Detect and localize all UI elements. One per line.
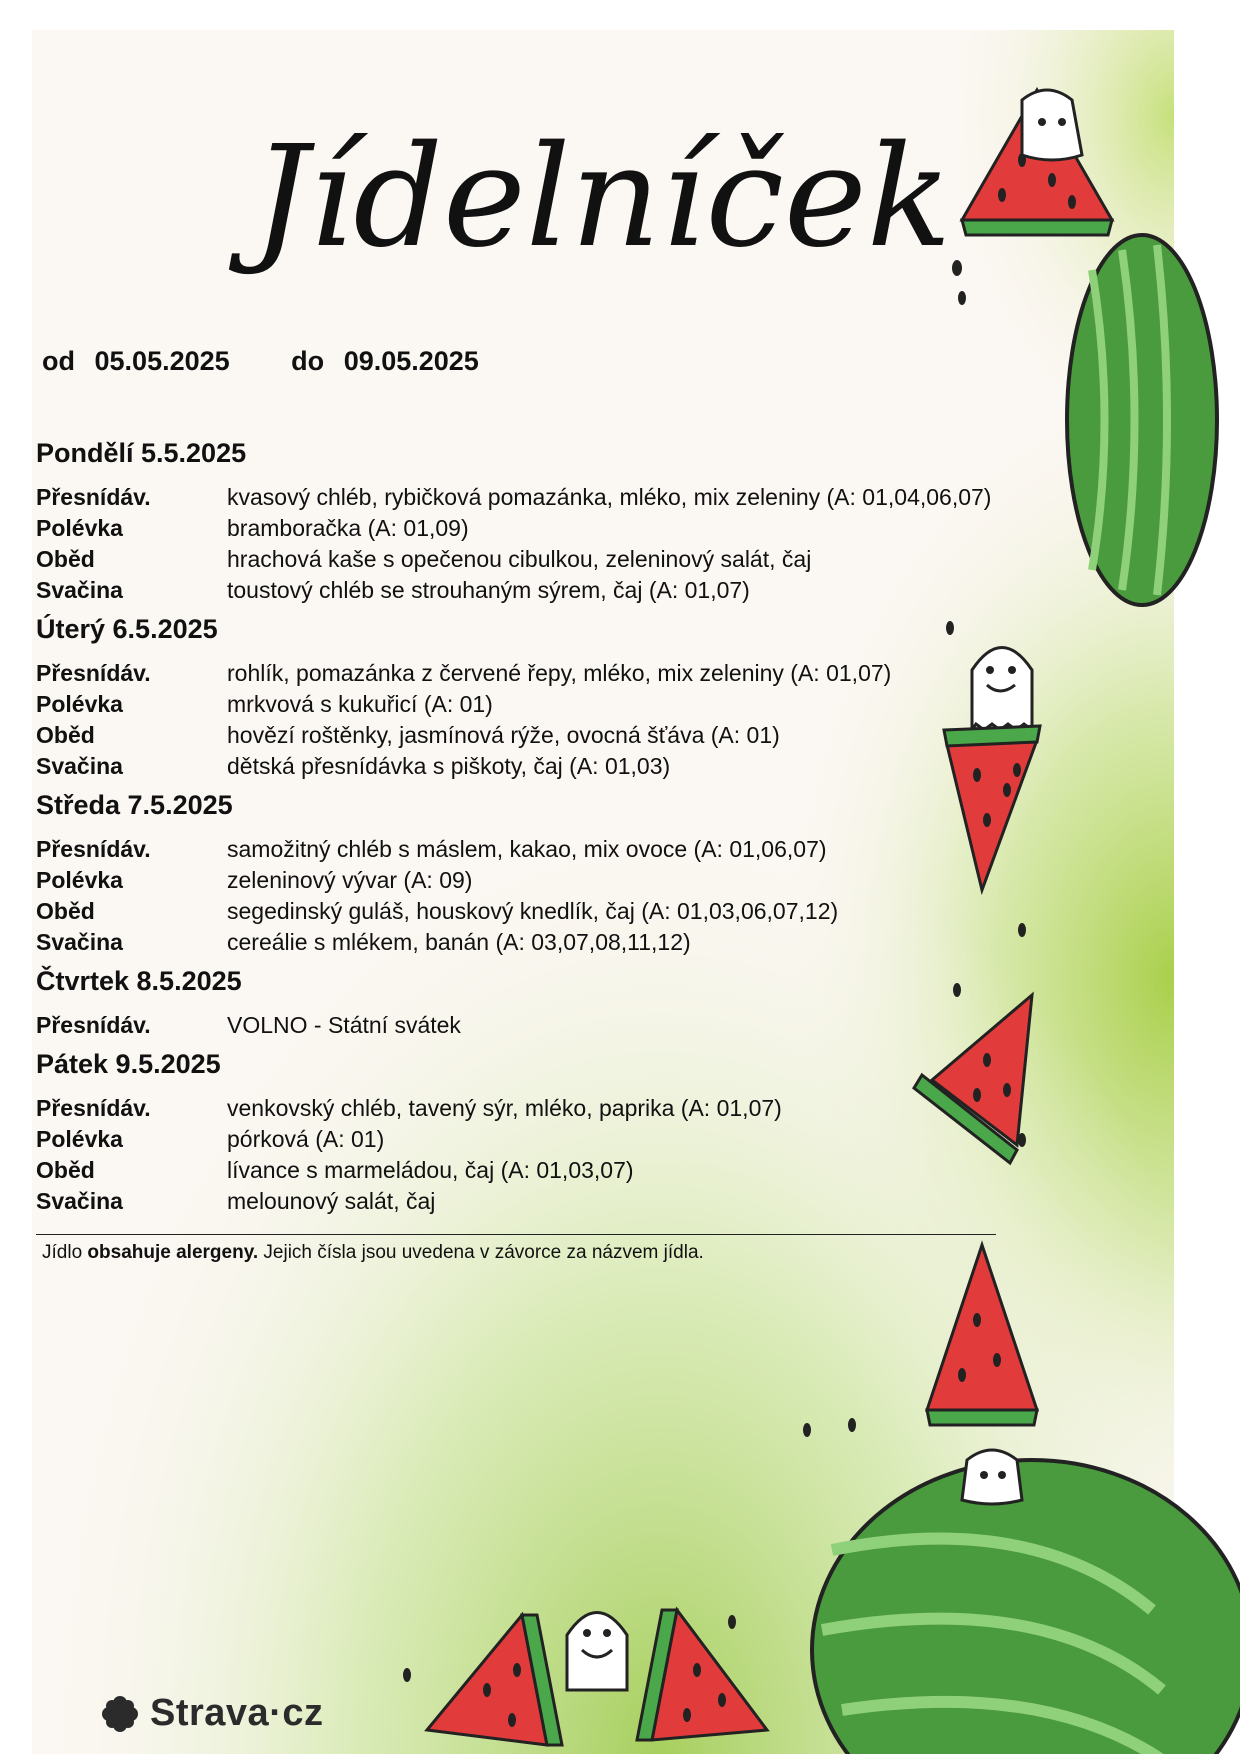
day-title: Úterý 6.5.2025 <box>36 614 218 644</box>
meal-row <box>36 834 1046 865</box>
meal-type: Přesnídáv. <box>36 660 151 686</box>
meal-type: Polévka <box>36 1126 123 1152</box>
meal-dish: hovězí roštěnky, jasmínová rýže, ovocná šťáva (A: 01) <box>227 722 780 748</box>
meal-row <box>36 575 1046 606</box>
meal-dish: rohlík, pomazánka z červené řepy, mléko, mix zeleniny (A: 01,07) <box>227 660 892 686</box>
day-title: Středa 7.5.2025 <box>36 790 233 820</box>
meal-type: Svačina <box>36 577 123 603</box>
meal-type: Přesnídáv. <box>36 1012 151 1038</box>
meal-row <box>36 896 1046 927</box>
meal-row <box>36 1093 1046 1124</box>
logo-text: Strava·cz <box>150 1692 324 1734</box>
strava-logo <box>100 1692 323 1735</box>
meal-type: Přesnídáv. <box>36 836 151 862</box>
meal-type: Oběd <box>36 898 95 924</box>
meal-type: Oběd <box>36 546 95 572</box>
day-title: Pondělí 5.5.2025 <box>36 438 247 468</box>
meal-row <box>36 658 1046 689</box>
meal-row <box>36 1124 1046 1155</box>
date-range <box>42 346 479 377</box>
meal-row <box>36 1186 1046 1217</box>
meal-type: Přesnídáv. <box>36 484 151 510</box>
page-title <box>252 70 952 330</box>
day-title: Čtvrtek 8.5.2025 <box>36 966 242 996</box>
meal-dish: segedinský guláš, houskový knedlík, čaj (A: 01,03,06,07,12) <box>227 898 839 924</box>
to-label: do <box>291 346 325 376</box>
title-text: Jídelníček <box>252 116 952 279</box>
meal-type: Polévka <box>36 515 123 541</box>
meal-type: Svačina <box>36 753 123 779</box>
day-title: Pátek 9.5.2025 <box>36 1049 221 1079</box>
meal-dish: VOLNO - Státní svátek <box>227 1012 461 1038</box>
meal-dish: toustový chléb se strouhaným sýrem, čaj (A: 01,07) <box>227 577 750 603</box>
to-date: 09.05.2025 <box>343 346 479 376</box>
meal-dish: cereálie s mlékem, banán (A: 03,07,08,11,12) <box>227 929 691 955</box>
meal-dish: samožitný chléb s máslem, kakao, mix ovoce (A: 01,06,07) <box>227 836 827 862</box>
note-suffix: Jejich čísla jsou uvedena v závorce za názvem jídla. <box>263 1242 704 1263</box>
meal-row <box>36 1155 1046 1186</box>
meal-row <box>36 689 1046 720</box>
from-label: od <box>42 346 75 376</box>
divider <box>36 1234 996 1235</box>
meal-dish: venkovský chléb, tavený sýr, mléko, paprika (A: 01,07) <box>227 1095 782 1121</box>
meal-row <box>36 865 1046 896</box>
meal-dish: dětská přesnídávka s piškoty, čaj (A: 01,03) <box>227 753 671 779</box>
menu-sheet <box>32 30 1174 1754</box>
meal-row <box>36 482 1046 513</box>
meal-type: Svačina <box>36 1188 123 1214</box>
note-bold: obsahuje alergeny. <box>87 1242 259 1263</box>
meal-type: Přesnídáv. <box>36 1095 151 1121</box>
meal-row <box>36 513 1046 544</box>
meal-dish: kvasový chléb, rybičková pomazánka, mléko, mix zeleniny (A: 01,04,06,07) <box>227 484 992 510</box>
meal-type: Polévka <box>36 691 123 717</box>
handwritten-title <box>252 70 952 330</box>
meal-type: Polévka <box>36 867 123 893</box>
day-section <box>36 436 1046 606</box>
meal-row <box>36 751 1046 782</box>
meal-dish: zeleninový vývar (A: 09) <box>227 867 473 893</box>
meal-row <box>36 927 1046 958</box>
meal-type: Oběd <box>36 722 95 748</box>
meal-row <box>36 720 1046 751</box>
from-date: 05.05.2025 <box>94 346 230 376</box>
meal-row <box>36 544 1046 575</box>
day-section <box>36 1047 1046 1217</box>
day-section <box>36 964 1046 1041</box>
allergen-note <box>42 1242 704 1264</box>
day-section <box>36 612 1046 782</box>
meal-type: Oběd <box>36 1157 95 1183</box>
meal-dish: melounový salát, čaj <box>227 1188 436 1214</box>
meal-dish: lívance s marmeládou, čaj (A: 01,03,07) <box>227 1157 634 1183</box>
menu-list <box>36 436 1046 1223</box>
day-section <box>36 788 1046 958</box>
meal-dish: bramboračka (A: 01,09) <box>227 515 469 541</box>
note-prefix: Jídlo <box>42 1242 83 1263</box>
meal-dish: mrkvová s kukuřicí (A: 01) <box>227 691 493 717</box>
flower-icon <box>100 1694 140 1734</box>
meal-dish: hrachová kaše s opečenou cibulkou, zeleninový salát, čaj <box>227 546 812 572</box>
meal-dish: pórková (A: 01) <box>227 1126 385 1152</box>
meal-type: Svačina <box>36 929 123 955</box>
meal-row <box>36 1010 1046 1041</box>
